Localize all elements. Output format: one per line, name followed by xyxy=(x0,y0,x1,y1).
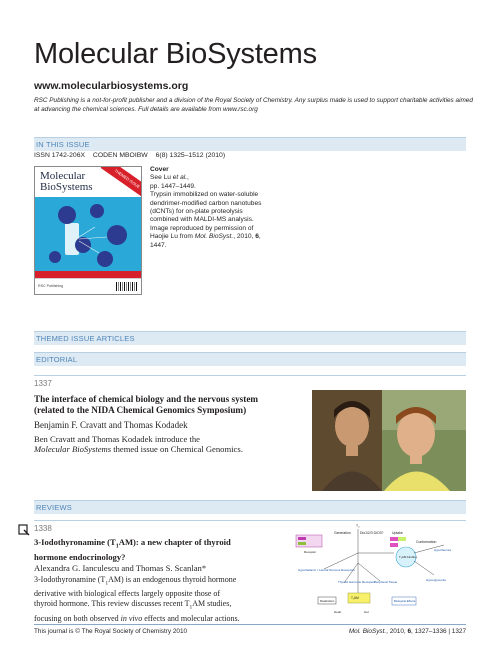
editorial-label: EDITORIAL xyxy=(36,355,78,364)
graphic-hypoth: Hypothalamic / Central Nervous Receptors xyxy=(298,568,355,572)
editorial-title[interactable]: The interface of chemical biology and the nervous system (related to the NIDA Chemical Genomics Symposium) xyxy=(34,394,259,415)
graphic-conformation: Conformation xyxy=(416,540,437,544)
graphic-uptake: Uptake xyxy=(392,531,403,535)
graphic-thyroid: Thyroid Hormone Receptors xyxy=(338,580,376,584)
in-this-issue-label: IN THIS ISSUE xyxy=(36,140,90,149)
graphic-heart: Heart xyxy=(334,610,342,614)
themed-articles-bar xyxy=(34,331,466,345)
graphic-target: T₁AM xyxy=(351,596,359,600)
cover-publisher: RSC Publishing xyxy=(38,284,64,288)
review-graphic xyxy=(294,523,466,619)
graphic-bind: T₁AM binding xyxy=(399,555,417,559)
footer-rule xyxy=(34,624,466,625)
volume-info: 6(8) 1325–1512 (2010) xyxy=(155,152,226,159)
cover-footer xyxy=(35,278,141,294)
editorial-bar xyxy=(34,352,466,366)
footer-citation: Mol. BioSyst., 2010, 6, 1327–1336 | 1327 xyxy=(348,628,466,635)
review-title[interactable]: 3-Iodothyronamine $(T_1AM)$: a new chapter of thyroid hormone endocrinology? xyxy=(34,537,231,562)
reviews-label: REVIEWS xyxy=(36,503,72,512)
review-authors: Alexandra G. Ianculescu and Thomas S. Scanlan* xyxy=(34,563,207,573)
graphic-gut: Gut xyxy=(364,610,369,614)
editorial-page-number: 1337 xyxy=(34,379,52,388)
graphic-hypo: Hypothermia xyxy=(434,548,452,552)
issn: ISSN 1742-206X xyxy=(34,152,86,159)
cover-artwork xyxy=(35,197,141,279)
graphic-dark: Metabolism xyxy=(320,599,335,603)
editorial-rule xyxy=(34,375,466,376)
graphic-top: T₄ xyxy=(356,524,360,528)
cover-caption-pages: pp. 1447–1449. xyxy=(150,182,196,190)
cover-thumbnail[interactable] xyxy=(34,166,142,295)
graphic-effects: Biological Effects xyxy=(394,599,416,603)
in-this-issue-bar xyxy=(34,137,466,151)
review-page-number: 1338 xyxy=(34,524,52,533)
review-abstract: 3-Iodothyronamine $(T_1AM)$ is an endogenous thyroid hormone derivative with biological effects largely opposite those of thyroid hormone. This review discusses recent $T_1AM$ studies, focusing on both observed in vivo effects and molecular actions. xyxy=(34,575,240,623)
journal-title: Molecular BioSystems xyxy=(34,38,317,70)
journal-url[interactable]: www.molecularbiosystems.org xyxy=(34,80,189,92)
cover-caption-body: Trypsin immobilized on water-soluble dendrimer-modified carbon nanotubes (dCNTs) for on-plate proteolysis combined with MALDI-MS analysis. xyxy=(150,191,262,224)
editorial-authors: Benjamin F. Cravatt and Thomas Kodadek xyxy=(34,420,188,430)
graphic-periph: Peripheral Tissue xyxy=(374,580,398,584)
cover-thumb-title: Molecular BioSystems xyxy=(40,170,93,193)
cover-caption-head: Cover xyxy=(150,166,169,173)
cover-caption-ref[interactable]: See Lu et al., xyxy=(150,174,189,182)
graphic-generation: Generation xyxy=(334,531,351,535)
editorial-abstract: Ben Cravatt and Thomas Kodadek introduce the Molecular BioSystems themed issue on Chemical Genomics. xyxy=(34,434,243,454)
review-rule xyxy=(34,520,466,521)
cover-themed-badge: THEMED ISSUE xyxy=(101,166,142,200)
cover-caption xyxy=(150,166,270,250)
coden: CODEN MBOIBW xyxy=(92,152,148,159)
reviews-bar xyxy=(34,500,466,514)
footer-copyright: This journal is © The Royal Society of Chemistry 2010 xyxy=(34,628,188,635)
graphic-hyper: Hyperglycemia xyxy=(426,578,446,582)
graphic-receptor: Receptor xyxy=(304,550,317,554)
issn-line xyxy=(34,152,231,159)
barcode-icon xyxy=(116,282,138,291)
authors-photo xyxy=(312,390,466,491)
themed-articles-label: THEMED ISSUE ARTICLES xyxy=(36,334,135,343)
cover-caption-credit: Image reproduced by permission of Haojie Lu from Mol. BioSyst., 2010, 6, 1447. xyxy=(150,224,261,249)
publisher-note: RSC Publishing is a not-for-profit publisher and a division of the Royal Society of Chemistry. Any surplus made is used to support charitable activities aimed at advancing the chemical sciences. Full details are available from www.rsc.org xyxy=(34,97,473,113)
graphic-deiod: Dio1/2/3 DIO3? xyxy=(360,531,384,535)
bookmark-icon[interactable] xyxy=(18,524,30,536)
